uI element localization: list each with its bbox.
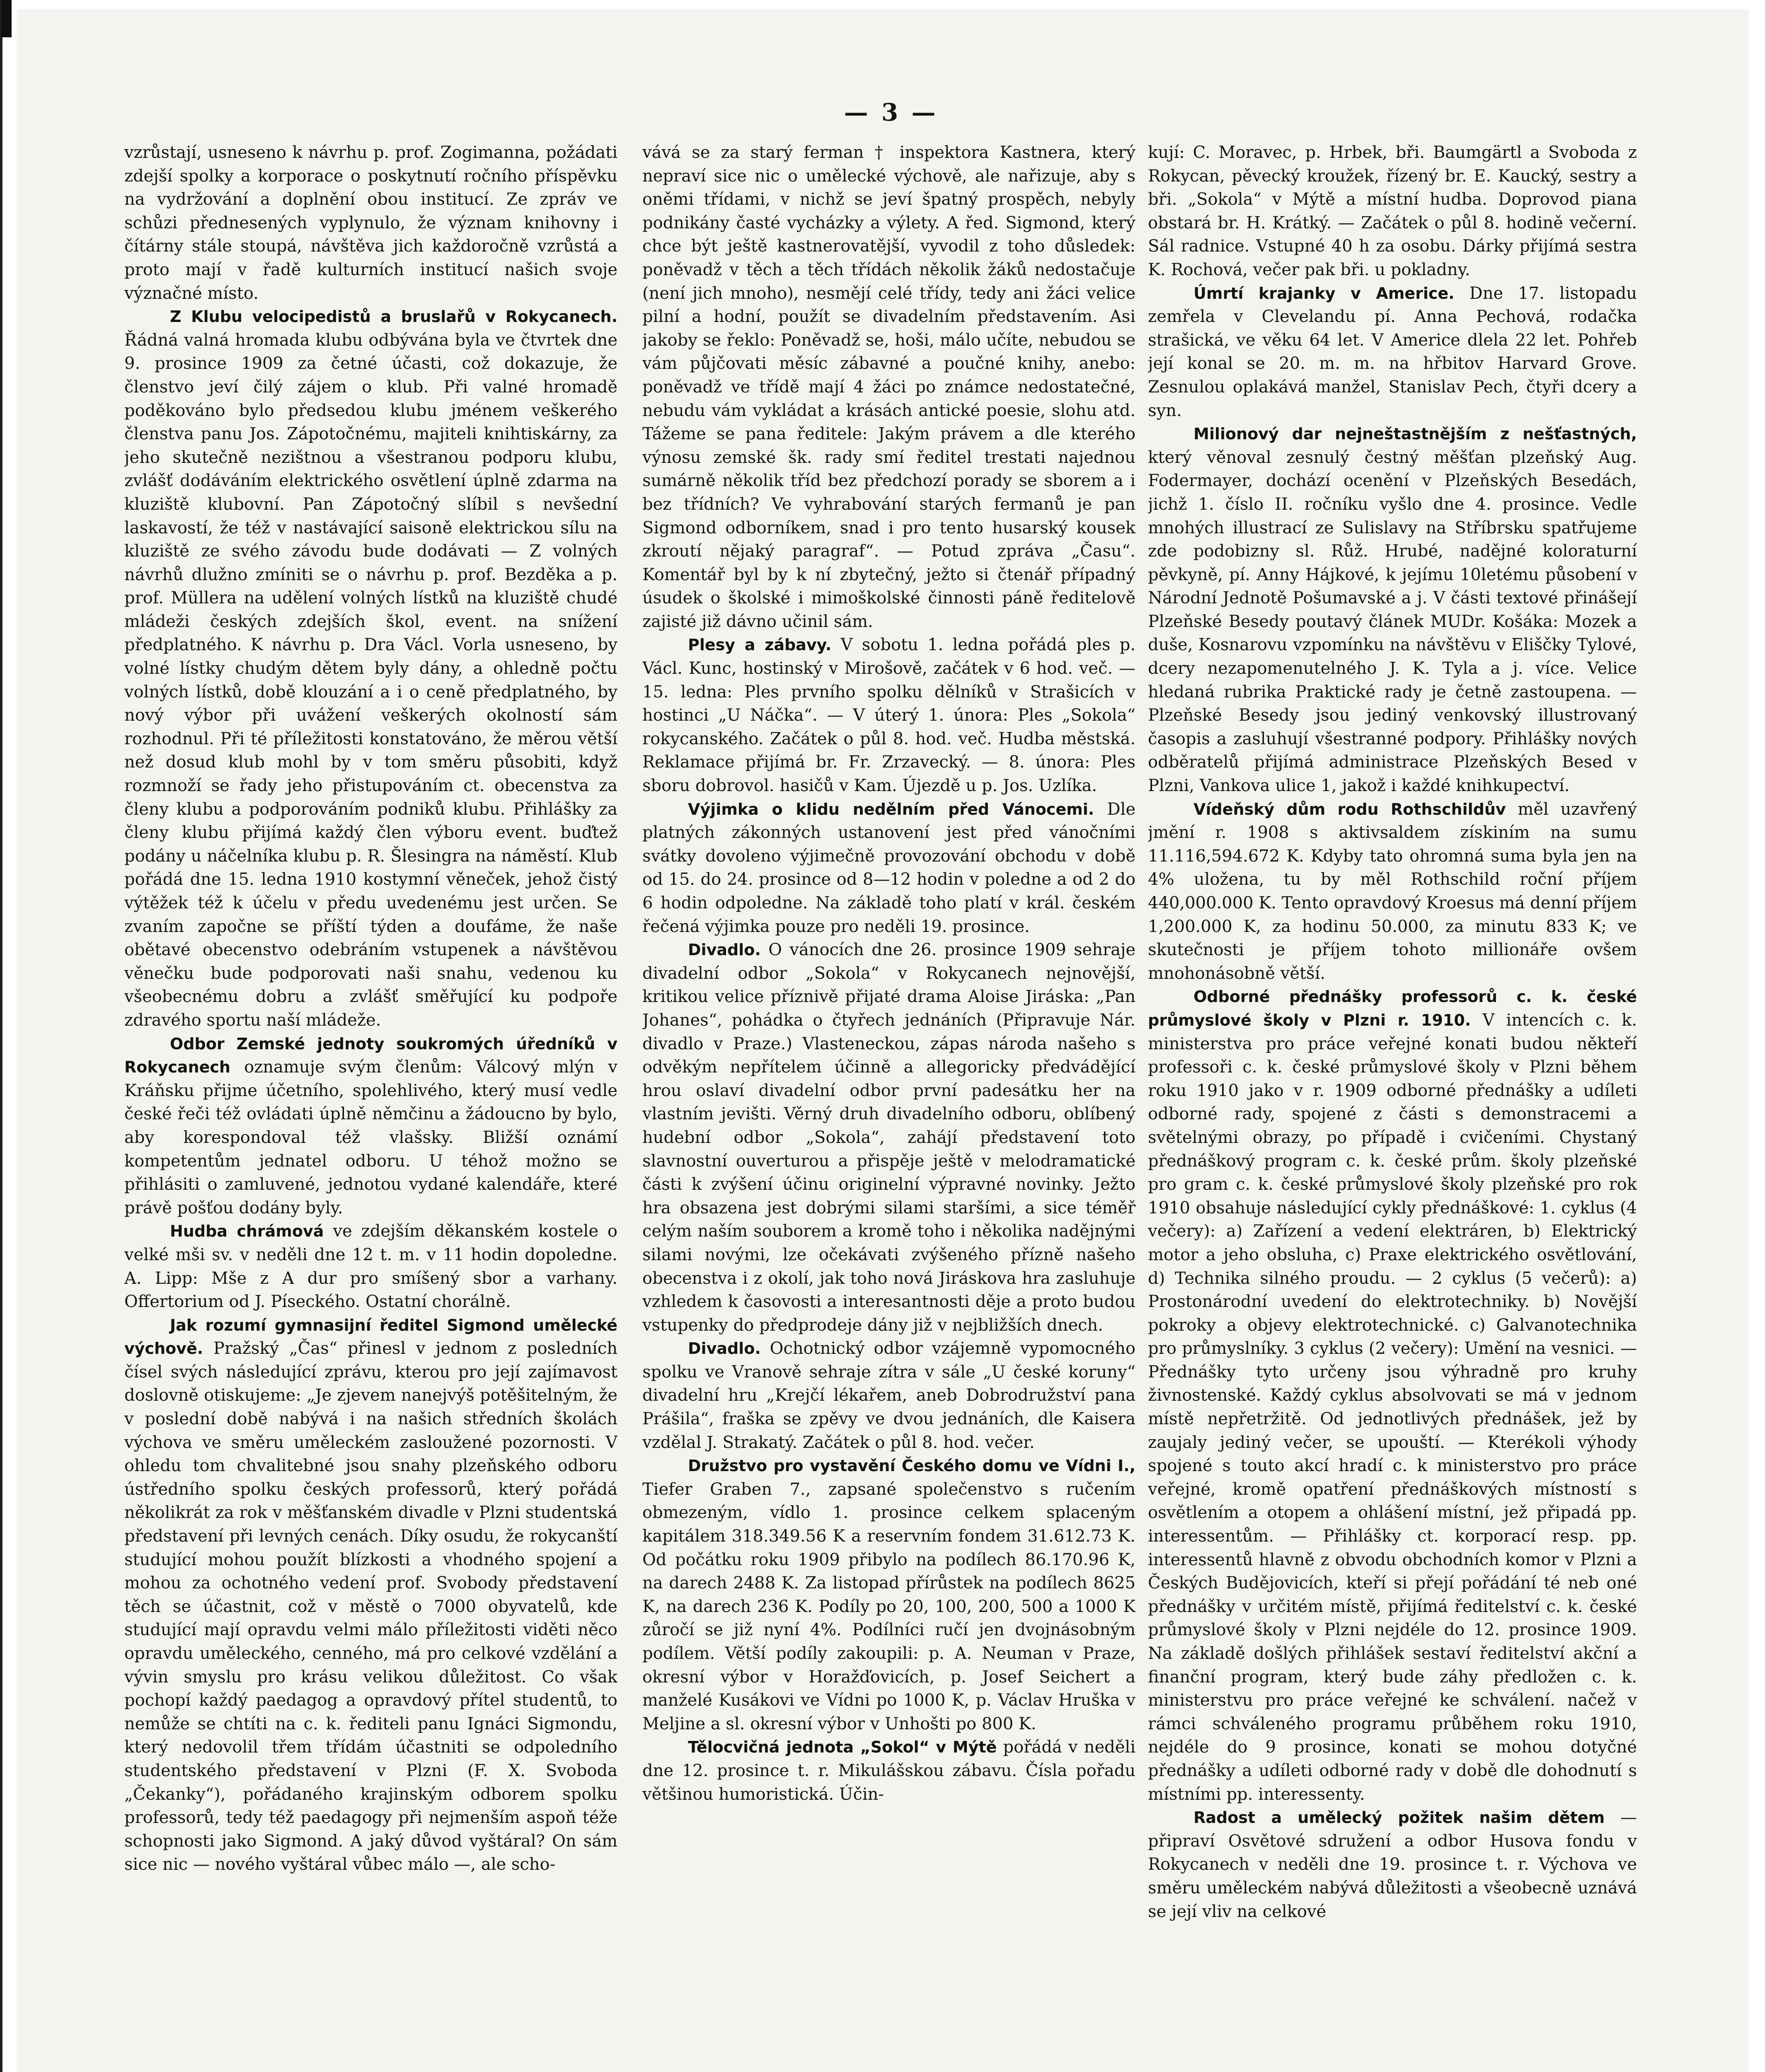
article-heading: Vídeňský dům rodu Rothschildův: [1194, 800, 1506, 818]
article-text: oznamuje svým členům: Válcový mlýn v Kráňsku přijme účetního, spolehlivého, který musí vedle české řeči též ovládati úplně němčinu a žádoucno by bylo, aby korespondoval též vlašsky. Bližší oznámí kompetentům jednatel odboru. U téhož možno se přihlásiti o zamluvené, jednotou vydané kalendáře, které právě pošťou dodány byly.: [124, 1058, 617, 1218]
article-text: ve zdejším děkanském kostele o velké mši sv. v neděli dne 12 t. m. v 11 hodin dopoledne. A. Lipp: Mše z A dur pro smíšený sbor a varhany. Offertorium od J. Píseckého. Ostatní chorálně.: [124, 1222, 617, 1312]
article-text: V sobotu 1. ledna pořádá ples p. Václ. Kunc, hostinský v Mirošově, začátek v 6 hod. več. — 15. ledna: Ples prvního spolku dělníků v Strašicích v hostinci „U Náčka“. — V úterý 1. února: Ples „Sokola“ rokycanského. Začátek o půl 8. hod. več. Hudba městská. Reklamace přijímá br. Fr. Zrzavecký. — 8. února: Ples sboru dobrovol. hasičů v Kam. Újezdě u p. Jos. Uzlíka.: [642, 635, 1136, 796]
article-heading: Odborné přednášky professorů c. k. české průmyslové školy v Plzni r. 1910.: [1148, 988, 1637, 1029]
article-paragraph: [1148, 422, 1637, 798]
article-text: Pražský „Čas“ přinesl v jednom z posledních čísel svých následující zprávu, kterou pro její zajímavost doslovně otiskujeme: „Je zjevem nanejvýš potěšitelným, že v poslední době nabývá i na našich středních školách výchova ve směru uměleckém zasloužené pozornosti. V ohledu tom chvalitebné jsou snahy plzeňského odboru ústředního spolku českých professorů, který pořádá několikrát za rok v měšťanském divadle v Plzni studentská představení při levných cenách. Díky osudu, že rokycanští studující mohou použít blízkosti a vhodného spojení a mohou za ochotného vedení prof. Svobody představení těch se účastnit, což v městě o 7000 obyvatelů, kde studující mají opravdu velmi málo příležitosti viděti něco opravdu uměleckého, cenného, má pro celkové vzdělání a vývin smyslu pro krásu velikou důležitost. Co však pochopí každý paedagog a opravdový přítel studentů, to nemůže se chtíti na c. k. řediteli panu Ignáci Sigmondu, který nedovolil třem třídám účastniti se odpoledního studentského představení v Plzni (F. X. Svoboda „Čekanky“), pořádaného krajinským odborem spolku professorů, tedy též paedagogy při nejmenším aspoň téže schopnosti jako Sigmond. A jaký důvod vyštáral? On sám sice nic — nového vyštáral vůbec málo —, ale scho-: [124, 1339, 617, 1874]
article-paragraph: [642, 1454, 1136, 1736]
page-edge: [0, 0, 2, 2072]
article-paragraph: [1148, 798, 1637, 985]
article-text: — připraví Osvětové sdružení a odbor Husova fondu v Rokycanech v neděli dne 19. prosince t. r. Výchova ve směru uměleckém nabývá důležitosti a všeobecně uznává se její vliv na celkové: [1148, 1808, 1637, 1921]
article-paragraph: [642, 633, 1136, 797]
article-text: Řádná valná hromada klubu odbývána byla ve čtvrtek dne 9. prosince 1909 za četné účasti, což dokazuje, že členstvo jeví čilý zájem o klub. Při valné hromadě poděkováno bylo předsedou klubu jménem veškerého členstva panu Jos. Zápotočnému, majiteli knihtiskárny, za jeho skutečně nezištnou a všestranou podporu klubu, zvlášť dodáváním elektrického osvětlení úplně zdarma na kluziště klubovní. Pan Zápotočný slíbil s nevšední laskavostí, že též v nastávající saisoně elektrickou sílu na kluziště ze svého závodu bude dodávati — Z volných návrhů dlužno zmíniti se o návrhu p. prof. Bezděka a p. prof. Müllera na udělení volných lístků na kluziště chudé mládeži českých zdejších škol, event. na snížení předplatného. K návrhu p. Dra Václ. Vorla usneseno, by volné lístky chudým dětem byly dány, a ohledně počtu volných lístků, době klouzání a i o ceně předplatného, by nový výbor při uvážení veškerých okolností sám rozhodnul. Při té příležitosti konstatováno, že měrou větší než dosud klub mohl by v tom směru působiti, když rozmnoží se řady jeho přistupováním ct. obecenstva za členy klubu a podporováním podniků klubu. Přihlášky za členy klubu přijímá každý člen výboru event. buďtež podány u náčelníka klubu p. R. Šlesingra na náměstí. Klub pořádá dne 15. ledna 1910 kostymní věneček, jehož čistý výtěžek též k účelu v předu uvedenému jest určen. Se zvaním započne se příští týden a doufáme, že naše obětavé obecenstvo odebráním vstupenek a návštěvou věnečku bude podporovati naši snahu, vedenou ku všeobecnému dobru a zvlášť směřující ku podpoře zdravého sportu naší mládeže.: [124, 330, 617, 1030]
article-text: který věnoval zesnulý čestný měšťan plzeňský Aug. Fodermayer, dochází ocenění v Plzeňských Besedách, jichž 1. číslo II. ročníku vyšlo dne 4. prosince. Vedle mnohých illustrací ze Sulislavy na Stříbrsku spatřujeme zde podobizny sl. Růž. Hrubé, nadějné koloraturní pěvkyně, pí. Anny Hájkové, k jejímu 10letému působení v Národní Jednotě Pošumavské a j. V části textové přinášejí Plzeňské Besedy poutavý článek MUDr. Košáka: Mozek a duše, Kosnarovu vzpomínku na návštěvu v Eliščky Tylové, dcery nezapomenutelného J. K. Tyla a j. více. Velice hledaná rubrika Praktické rady je četně zastoupena. — Plzeňské Besedy jsou jediný venkovský illustrovaný časopis a zasluhují všestranné podpory. Přihlášky nových odběratelů přijímá administrace Plzeňských Besed v Plzni, Vankova ulice 1, jakož i každé knihkupectví.: [1148, 448, 1637, 796]
article-text: V intencích c. k. ministerstva pro práce veřejné konati budou někteří professoři c. k. české průmyslové školy v Plzni během roku 1910 jako v r. 1909 odborné přednášky a udíleti odborné rady, spojené z části s demonstracemi a světelnými obrazy, po případě i cvičeními. Chystaný přednáškový program c. k. české prům. školy plzeňské pro gram c. k. české průmyslové školy plzeňské pro rok 1910 obsahuje následující cykly přednáškové: 1. cyklus (4 večery): a) Zařízení a vedení elektráren, b) Elektrický motor a jeho obsluha, c) Praxe elektrického osvětlování, d) Technika silného proudu. — 2 cyklus (5 večerů): a) Prostonárodní uvedení do elektrotechniky. b) Nověјší pokroky a objevy elektrotechnické. c) Galvanotechnika pro průmyslníky. 3 cyklus (2 večery): Umění na vesnici. — Přednášky tyto určeny jsou výhradně pro kruhy živnostenské. Každý cyklus absolvovati se má v jednom místě nepřetržitě. Od jednotlivých přednášek, jež by zaujaly jediný večer, se upouští. — Kterékoli výhody spojené s touto akcí hradí c. k ministerstvo pro práce veřejné, kromě opatření přednáškových místností s osvětlením a otopem a ohlášení místní, jež připadá pp. interessentům. — Přihlášky ct. korporací resp. pp. interessentů hlavně z obvodu obchodních komor v Plzni a Českých Budějovicích, kteří si přejí pořádání té neb oné přednášky v určitém místě, přijímá ředitelství c. k. české průmyslové školy v Plzni nejdéle do 12. prosince 1909. Na základě došlých přihlášek sestaví ředitelství akční a finanční program, který bude záhy předložen c. k. ministerstvu pro práce veřejné ke schválení. načež v rámci schváleného programu průběhem roku 1910, nejdéle do 9 prosince, konati se mohou dotyčné přednášky a udíleti odborné rady v době dle dohodnutí s místními pp. interessenty.: [1148, 1010, 1637, 1804]
article-paragraph: [1148, 282, 1637, 423]
scan-corner-mark: [1, 0, 12, 37]
page-number: — 3 —: [844, 98, 938, 126]
article-heading: Tělocvičná jednota „Sokol“ v Mýtě: [688, 1738, 997, 1757]
article-paragraph: [124, 1314, 617, 1876]
article-text: pořádá v neděli dne 12. prosince t. r. Mikulášskou zábavu. Čísla pořadu většinou humoristická. Účin-: [642, 1738, 1136, 1804]
article-text: vzrůstají, usneseno k návrhu p. prof. Zogimanna, požádati zdejší spolky a korporace o poskytnutí ročního příspěvku na vydržování a doplnění obou institucí. Ze zpráv ve schůzi přednesených vyplynulo, že význam knihovny i čítárny stále stoupá, návštěva jich každoročně vzrůstá a proto mají v řadě kulturních institucí našich svoje význačné místo.: [124, 143, 617, 303]
article-heading: Úmrtí krajanky v Americe.: [1194, 284, 1455, 303]
article-paragraph: [1148, 141, 1637, 282]
article-text: Tiefer Graben 7., zapsané společenstvo s ručením obmezeným, vídlo 1. prosince celkem splaceným kapitálem 318.349.56 K a reservním fondem 31.612.73 K. Od počátku roku 1909 přibylo na podílech 86.170.96 K, na darech 2488 K. Za listopad přírůstek na podílech 8625 K, na darech 236 K. Podíly po 20, 100, 200, 500 a 1000 K zůročí se již nyní 4%. Podílníci ručí jen dvojnásobným podílem. Větší podíly zakoupili: p. A. Neuman v Praze, okresní výbor v Horažďovicích, p. Josef Seichert a manželé Kusákovi ve Vídni po 1000 K, p. Václav Hruška v Meljine a sl. okresní výbor v Unhošti po 800 K.: [642, 1479, 1136, 1733]
article-heading: Divadlo.: [688, 1339, 761, 1358]
article-paragraph: [124, 305, 617, 1032]
article-text: O vánocích dne 26. prosince 1909 sehraje divadelní odbor „Sokola“ v Rokycanech nejnovější, kritikou velice příznivě přijaté drama Aloise Jiráska: „Pan Johanes“, pohádka o čtyřech jednáních (Připravuje Nár. divadlo v Praze.) Vlasteneckou, zápas národa našeho s odvěkým nepřítelem účinně a allegoricky předvádějící hrou oslaví divadelní odbor první padesátku her na vlastním jevišti. Věrný druh divadelního odboru, oblíbený hudební odbor „Sokola“, zahájí představení toto slavnostní ouverturou a přispěje ještě v melodramatické části k zvýšení účinu originelní výpravné novinky. Ježto hra obsazena jest dobrými silami staršími, a sice téměř celým naším souborem a kromě toho i několika nadějnými silami novými, lze očekávati zvýšeného přízně našeho obecenstva i z okolí, jak toho nová Jiráskova hra zasluhuje vzhledem k časovosti a interesantnosti děje a proto budou vstupenky do předprodeje dány již v nejbližších dnech.: [642, 940, 1136, 1335]
article-paragraph: [642, 141, 1136, 633]
column-3: [1148, 141, 1637, 2072]
article-heading: Odbor Zemské jednoty soukromých úředníků v Rokycanech: [124, 1034, 617, 1077]
article-paragraph: [1148, 985, 1637, 1806]
article-heading: Radost a umělecký požitek našim dětem: [1194, 1808, 1605, 1827]
article-paragraph: [642, 1337, 1136, 1454]
article-heading: Plesy a zábavy.: [688, 636, 832, 654]
article-heading: Družstvo pro vystavění Českého domu ve Vídni I.,: [688, 1457, 1136, 1475]
article-heading: Divadlo.: [688, 941, 761, 959]
article-heading: Hudba chrámová: [170, 1222, 324, 1241]
article-heading: Z Klubu velocipedistů a bruslařů v Rokycanech.: [170, 307, 617, 326]
article-text: vává se za starý ferman † inspektora Kastnera, který nepraví sice nic o umělecké výchově, ale nařizuje, aby s oněmi třídami, v nichž se jeví špatný prospěch, nebyly podnikány časté vycházky a výlety. A řed. Sigmond, který chce být ještě kastnerovatější, vyvodil z toho důsledek: poněvadž v těch a těch třídách několik žáků nedostačuje (není jich mnoho), nesmějí celé třídy, tedy ani žáci velice pilní a hodní, použít se divadelním představením. Asi jakoby se řeklo: Poněvadž se, hoši, málo učíte, nebudou se vám půjčovati měsíc zábavné a poučné knihy, anebo: poněvadž ve třídě mají 4 žáci po známce nedostatečné, nebudu vám vykládat a krásách antické poesie, slohu atd. Tážeme se pana ředitele: Jakým právem a dle kterého výnosu zemské šk. rady smí ředitel trestati najednou sumárně několik tříd bez předchozí porady se sborem a i bez třídních? Ve vyhrabování starých fermanů je pan Sigmond odborníkem, snad i pro tento husarský kousek zkroutí nějaký paragraf“. — Potud zpráva „Času“. Komentář byl by k ní zbytečný, ježto si čtenář případný úsudek o školské i mimoškolské činnosti páně ředitelově zajisté již dávno učinil sám.: [642, 143, 1136, 631]
article-heading: Výjimka o klidu nedělním před Vánocemi.: [688, 800, 1094, 818]
article-paragraph: [124, 1032, 617, 1220]
article-text: Dle platných zákonných ustanovení jest před vánočními svátky dovoleno výjimečně provozování obchodu v době od 15. do 24. prosince od 8—12 hodin v poledne a od 2 do 6 hodin odpoledne. Na základě toho platí v král. českém řečená výjimka pouze pro neděli 19. prosince.: [642, 799, 1136, 936]
article-heading: Jak rozumí gymnasijní ředitel Sigmond umělecké výchově.: [124, 1316, 617, 1358]
column-1: [124, 141, 617, 2072]
article-paragraph: [1148, 1806, 1637, 1923]
article-paragraph: [642, 938, 1136, 1337]
article-text: Dne 17. listopadu zemřela v Clevelandu pí. Anna Pechová, rodačka strašická, ve věku 64 let. V Americe dlela 22 let. Pohřeb její konal se 20. m. m. na hřbitov Harvard Grove. Zesnulou oplakává manžel, Stanislav Pech, čtyři dcery a syn.: [1148, 283, 1637, 420]
column-2: [642, 141, 1136, 2072]
article-text: kují: C. Moravec, p. Hrbek, bři. Baumgärtl a Svoboda z Rokycan, pěvecký kroužek, řízený br. E. Kaucký, sestry a bři. „Sokola“ v Mýtě a místní hudba. Doprovod piana obstará br. H. Krátký. — Začátek o půl 8. hodině večerní. Sál radnice. Vstupné 40 h za osobu. Dárky přijímá sestra K. Rochová, večer pak bři. u pokladny.: [1148, 143, 1637, 279]
article-text: měl uzavřený jmění r. 1908 s aktivsaldem získiním na sumu 11.116,594.672 K. Kdyby tato ohromná suma byla jen na 4% uložena, tu by měl Rothschild roční příjem 440,000.000 K. Tento opravdový Kroesus má denní příjem 1,200.000 K, za hodinu 50.000, za minutu 833 K; ve skutečnosti je příjem tohoto millionáře ovšem mnohonásobně větší.: [1148, 799, 1637, 983]
article-paragraph: [124, 141, 617, 305]
article-paragraph: [642, 1736, 1136, 1806]
article-text: Ochotnický odbor vzájemně vypomocného spolku ve Vranově sehraje zítra v sále „U české koruny“ divadelní hru „Krejčí lékařem, aneb Dobrodružství pana Prášila“, fraška se zpěvy ve dvou jednáních, dle Kaisera vzdělal J. Strakatý. Začátek o půl 8. hod. večer.: [642, 1339, 1136, 1452]
article-paragraph: [642, 798, 1136, 939]
article-paragraph: [124, 1220, 617, 1313]
article-heading: Milionový dar nejneštastnějším z nešťastných,: [1194, 425, 1637, 443]
